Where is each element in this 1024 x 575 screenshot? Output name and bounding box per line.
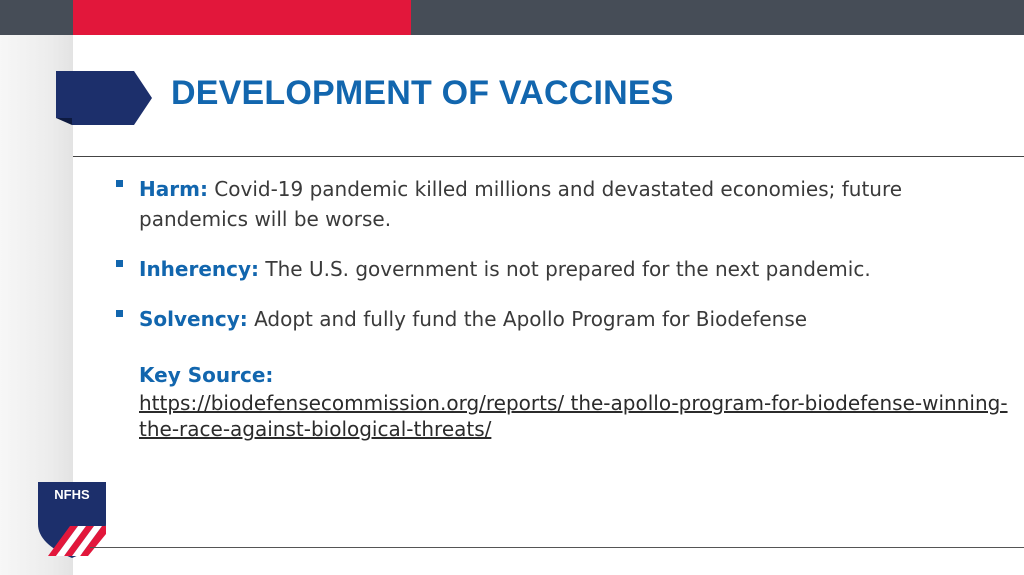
bullet-inherency	[116, 254, 996, 284]
top-bar-red-accent	[73, 0, 411, 35]
logo-text: NFHS	[54, 487, 90, 502]
bullet-label: Harm:	[139, 177, 208, 201]
bullet-marker-icon	[116, 180, 123, 187]
footer-divider	[90, 547, 1024, 548]
title-divider	[73, 156, 1024, 157]
key-source-link[interactable]: https://biodefensecommission.org/reports/ the-apollo-program-for-biodefense-winning-the-race-against-biological-threats/	[139, 391, 1008, 441]
bullet-list	[116, 174, 996, 354]
bullet-text: Adopt and fully fund the Apollo Program for Biodefense	[247, 307, 808, 331]
bullet-label: Inherency:	[139, 257, 260, 281]
key-source-label: Key Source:	[139, 363, 274, 387]
key-source	[139, 360, 1009, 442]
bullet-label: Solvency:	[139, 307, 248, 331]
bullet-text: Covid-19 pandemic killed millions and devastated economies; future pandemics will be worse.	[139, 177, 903, 231]
bullet-harm	[116, 174, 996, 234]
slide-title: DEVELOPMENT OF VACCINES	[171, 74, 674, 112]
bullet-text: The U.S. government is not prepared for the next pandemic.	[259, 257, 871, 281]
bullet-solvency	[116, 304, 996, 334]
bullet-marker-icon	[116, 260, 123, 267]
title-arrow-icon	[56, 71, 152, 125]
bullet-marker-icon	[116, 310, 123, 317]
